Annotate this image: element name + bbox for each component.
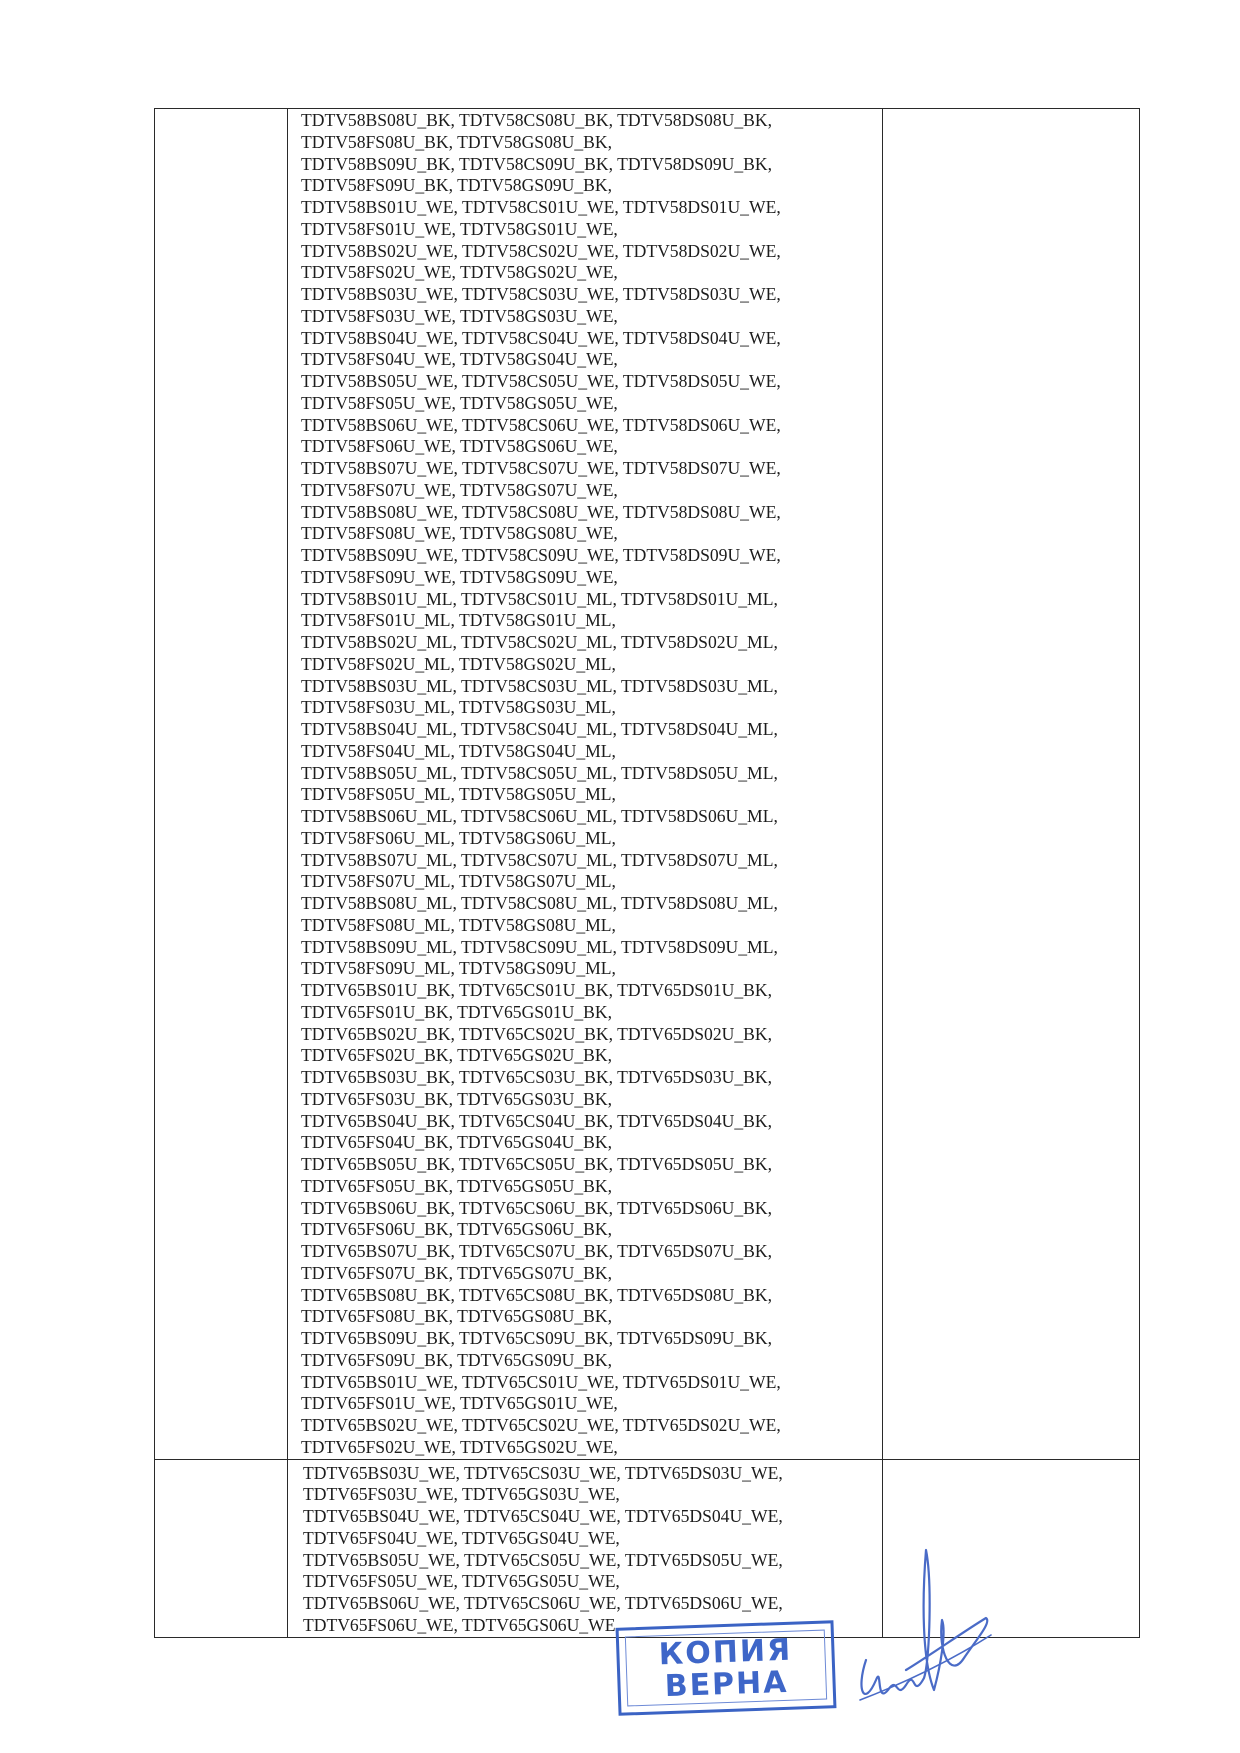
model-line: TDTV58BS08U_BK, TDTV58CS08U_BK, TDTV58DS08U_BK,: [301, 110, 772, 130]
stamp-line-2: ВЕРНА: [664, 1664, 789, 1705]
model-line: TDTV58FS01U_WE, TDTV58GS01U_WE,: [301, 218, 618, 239]
model-line: TDTV58BS01U_ML, TDTV58CS01U_ML, TDTV58DS01U_ML,: [301, 588, 778, 609]
model-line: TDTV65BS04U_WE, TDTV65CS04U_WE, TDTV65DS04U_WE,: [303, 1506, 783, 1526]
model-line: TDTV58BS03U_WE, TDTV58CS03U_WE, TDTV58DS03U_WE,: [301, 284, 781, 304]
model-line: TDTV58FS07U_WE, TDTV58GS07U_WE,: [301, 479, 618, 500]
model-line: TDTV65FS02U_BK, TDTV65GS02U_BK,: [301, 1045, 613, 1066]
model-line: TDTV58FS07U_ML, TDTV58GS07U_ML,: [301, 871, 616, 892]
model-line: TDTV65BS05U_WE, TDTV65CS05U_WE, TDTV65DS05U_WE,: [303, 1549, 783, 1570]
model-line: TDTV65FS03U_WE, TDTV65GS03U_WE,: [303, 1484, 620, 1505]
model-line: TDTV65FS06U_WE, TDTV65GS06U_WE,: [303, 1614, 620, 1635]
model-line: TDTV65BS01U_WE, TDTV65CS01U_WE, TDTV65DS01U_WE,: [301, 1371, 781, 1392]
model-line: TDTV65BS08U_BK, TDTV65CS08U_BK, TDTV65DS08U_BK,: [301, 1284, 772, 1305]
model-line: TDTV58BS02U_ML, TDTV58CS02U_ML, TDTV58DS02U_ML,: [301, 632, 778, 652]
model-line: TDTV65FS04U_WE, TDTV65GS04U_WE,: [303, 1527, 620, 1548]
model-line: TDTV65BS01U_BK, TDTV65CS01U_BK, TDTV65DS01U_BK,: [301, 980, 772, 1000]
model-line: TDTV58FS09U_ML, TDTV58GS09U_ML,: [301, 958, 616, 979]
row2-models-cell: [288, 1459, 883, 1637]
model-line: TDTV58FS05U_ML, TDTV58GS05U_ML,: [301, 784, 616, 805]
model-line: TDTV58BS06U_WE, TDTV58CS06U_WE, TDTV58DS06U_WE,: [301, 414, 781, 435]
model-line: TDTV58BS08U_WE, TDTV58CS08U_WE, TDTV58DS08U_WE,: [301, 501, 781, 522]
model-line: TDTV65BS04U_BK, TDTV65CS04U_BK, TDTV65DS04U_BK,: [301, 1110, 772, 1131]
model-line: TDTV58BS04U_ML, TDTV58CS04U_ML, TDTV58DS04U_ML,: [301, 719, 778, 739]
model-line: TDTV58BS07U_ML, TDTV58CS07U_ML, TDTV58DS07U_ML,: [301, 849, 778, 870]
model-line: TDTV58BS05U_WE, TDTV58CS05U_WE, TDTV58DS05U_WE,: [301, 371, 781, 391]
model-line: TDTV58FS09U_BK, TDTV58GS09U_BK,: [301, 175, 613, 196]
model-line: TDTV65FS01U_WE, TDTV65GS01U_WE,: [301, 1393, 618, 1414]
model-line: TDTV58BS09U_WE, TDTV58CS09U_WE, TDTV58DS09U_WE,: [301, 545, 781, 565]
model-line: TDTV58BS03U_ML, TDTV58CS03U_ML, TDTV58DS03U_ML,: [301, 675, 778, 696]
model-line: TDTV65FS03U_BK, TDTV65GS03U_BK,: [301, 1088, 613, 1109]
model-line: TDTV65BS09U_BK, TDTV65CS09U_BK, TDTV65DS09U_BK,: [301, 1328, 772, 1348]
model-line: TDTV65BS03U_WE, TDTV65CS03U_WE, TDTV65DS03U_WE,: [303, 1462, 783, 1483]
model-line: TDTV58BS07U_WE, TDTV58CS07U_WE, TDTV58DS07U_WE,: [301, 458, 781, 478]
model-line: TDTV58FS05U_WE, TDTV58GS05U_WE,: [301, 392, 618, 413]
model-line: TDTV58BS08U_ML, TDTV58CS08U_ML, TDTV58DS08U_ML,: [301, 893, 778, 913]
signature-icon: [846, 1540, 996, 1710]
model-line: TDTV65BS06U_WE, TDTV65CS06U_WE, TDTV65DS06U_WE,: [303, 1593, 783, 1613]
model-line: TDTV65BS06U_BK, TDTV65CS06U_BK, TDTV65DS06U_BK,: [301, 1197, 772, 1218]
model-line: TDTV58BS02U_WE, TDTV58CS02U_WE, TDTV58DS02U_WE,: [301, 240, 781, 261]
model-line: TDTV58BS06U_ML, TDTV58CS06U_ML, TDTV58DS06U_ML,: [301, 806, 778, 826]
model-line: TDTV58BS04U_WE, TDTV58CS04U_WE, TDTV58DS04U_WE,: [301, 327, 781, 348]
model-line: TDTV65FS07U_BK, TDTV65GS07U_BK,: [301, 1262, 613, 1283]
model-line: TDTV65BS02U_WE, TDTV65CS02U_WE, TDTV65DS02U_WE,: [301, 1415, 781, 1435]
model-line: TDTV58FS03U_ML, TDTV58GS03U_ML,: [301, 697, 616, 718]
model-line: TDTV58FS08U_WE, TDTV58GS08U_WE,: [301, 523, 618, 544]
model-line: TDTV58BS09U_ML, TDTV58CS09U_ML, TDTV58DS09U_ML,: [301, 936, 778, 957]
model-line: TDTV65FS04U_BK, TDTV65GS04U_BK,: [301, 1132, 613, 1153]
model-list-table: [154, 108, 1140, 1638]
model-line: TDTV58BS09U_BK, TDTV58CS09U_BK, TDTV58DS09U_BK,: [301, 153, 772, 174]
model-line: TDTV58FS02U_ML, TDTV58GS02U_ML,: [301, 653, 616, 674]
row2-left-cell: [155, 1459, 288, 1637]
model-line: TDTV58BS01U_WE, TDTV58CS01U_WE, TDTV58DS01U_WE,: [301, 197, 781, 217]
model-line: TDTV65BS05U_BK, TDTV65CS05U_BK, TDTV65DS05U_BK,: [301, 1154, 772, 1174]
row1-model-lines: [288, 109, 882, 1459]
copy-certified-stamp: [616, 1620, 837, 1716]
model-line: TDTV65FS08U_BK, TDTV65GS08U_BK,: [301, 1306, 613, 1327]
row1-models-cell: [288, 109, 883, 1460]
model-line: TDTV65FS05U_WE, TDTV65GS05U_WE,: [303, 1571, 620, 1592]
model-line: TDTV58FS09U_WE, TDTV58GS09U_WE,: [301, 566, 618, 587]
model-line: TDTV58FS08U_ML, TDTV58GS08U_ML,: [301, 914, 616, 935]
model-line: TDTV58BS05U_ML, TDTV58CS05U_ML, TDTV58DS05U_ML,: [301, 762, 778, 783]
row1-right-cell: [883, 109, 1140, 1460]
model-line: TDTV58FS02U_WE, TDTV58GS02U_WE,: [301, 262, 618, 283]
model-line: TDTV65BS02U_BK, TDTV65CS02U_BK, TDTV65DS02U_BK,: [301, 1023, 772, 1044]
model-line: TDTV58FS01U_ML, TDTV58GS01U_ML,: [301, 610, 616, 631]
model-line: TDTV58FS06U_ML, TDTV58GS06U_ML,: [301, 827, 616, 848]
model-line: TDTV58FS04U_WE, TDTV58GS04U_WE,: [301, 349, 618, 370]
model-line: TDTV58FS04U_ML, TDTV58GS04U_ML,: [301, 740, 616, 761]
model-line: TDTV65FS05U_BK, TDTV65GS05U_BK,: [301, 1175, 613, 1196]
model-line: TDTV65FS06U_BK, TDTV65GS06U_BK,: [301, 1219, 613, 1240]
model-line: TDTV65FS02U_WE, TDTV65GS02U_WE,: [301, 1436, 618, 1457]
table-row: [155, 109, 1140, 1460]
model-line: TDTV58FS06U_WE, TDTV58GS06U_WE,: [301, 436, 618, 457]
row1-left-cell: [155, 109, 288, 1460]
stamp-line-1: КОПИЯ: [658, 1632, 793, 1673]
model-line: TDTV65BS07U_BK, TDTV65CS07U_BK, TDTV65DS07U_BK,: [301, 1241, 772, 1261]
model-line: TDTV58FS08U_BK, TDTV58GS08U_BK,: [301, 131, 613, 152]
model-line: TDTV65BS03U_BK, TDTV65CS03U_BK, TDTV65DS03U_BK,: [301, 1067, 772, 1087]
model-line: TDTV65FS01U_BK, TDTV65GS01U_BK,: [301, 1001, 613, 1022]
model-line: TDTV58FS03U_WE, TDTV58GS03U_WE,: [301, 305, 618, 326]
model-line: TDTV65FS09U_BK, TDTV65GS09U_BK,: [301, 1349, 613, 1370]
row2-model-lines: [288, 1460, 882, 1637]
